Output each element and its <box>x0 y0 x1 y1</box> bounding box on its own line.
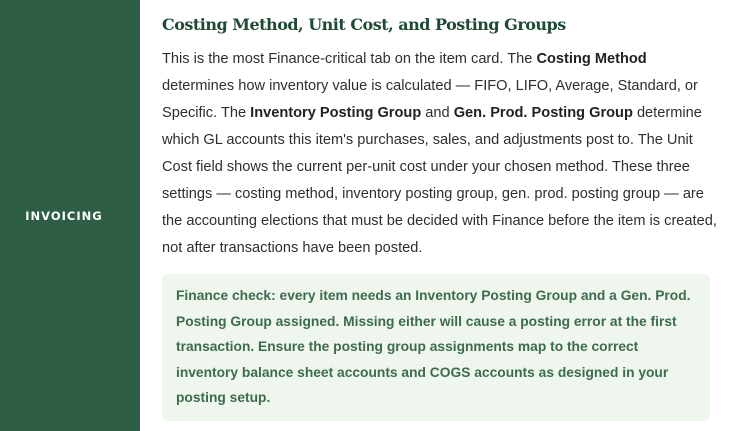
callout-text: Finance check: every item needs an Inventory Posting Group and a Gen. Prod. Posting Group assigned. Missing either will cause a posting error at the first transaction. Ensure the posting group assignments map to the correct inventory balance sheet accounts and COGS accounts as designed in your posting setup. <box>176 288 691 405</box>
paragraph-text: determine which GL accounts this item's purchases, sales, and adjustments post to. The Unit Cost field shows the current per-unit cost under your chosen method. These three settings — costing method, inventory posting group, gen. prod. posting group — are the accounting elections that must be decided with Finance before the item is created, not after transactions have been posted. <box>162 105 717 256</box>
paragraph-text: and <box>421 105 454 121</box>
section-sidebar <box>0 0 140 431</box>
finance-check-callout <box>162 274 710 421</box>
costing-method-term: Costing Method <box>536 51 647 67</box>
section-content <box>140 0 735 431</box>
section-title: Costing Method, Unit Cost, and Posting Groups <box>162 15 566 34</box>
paragraph-text: This is the most Finance-critical tab on the item card. The <box>162 51 537 67</box>
paragraph-text: determines how inventory value is calculated — FIFO, LIFO, Average, Standard, or Specific. The <box>162 78 698 121</box>
section-paragraph <box>162 46 717 262</box>
inventory-posting-group-term: Inventory Posting Group <box>250 105 422 121</box>
gen-prod-posting-group-term: Gen. Prod. Posting Group <box>453 105 633 121</box>
sidebar-label: INVOICING <box>25 208 103 223</box>
